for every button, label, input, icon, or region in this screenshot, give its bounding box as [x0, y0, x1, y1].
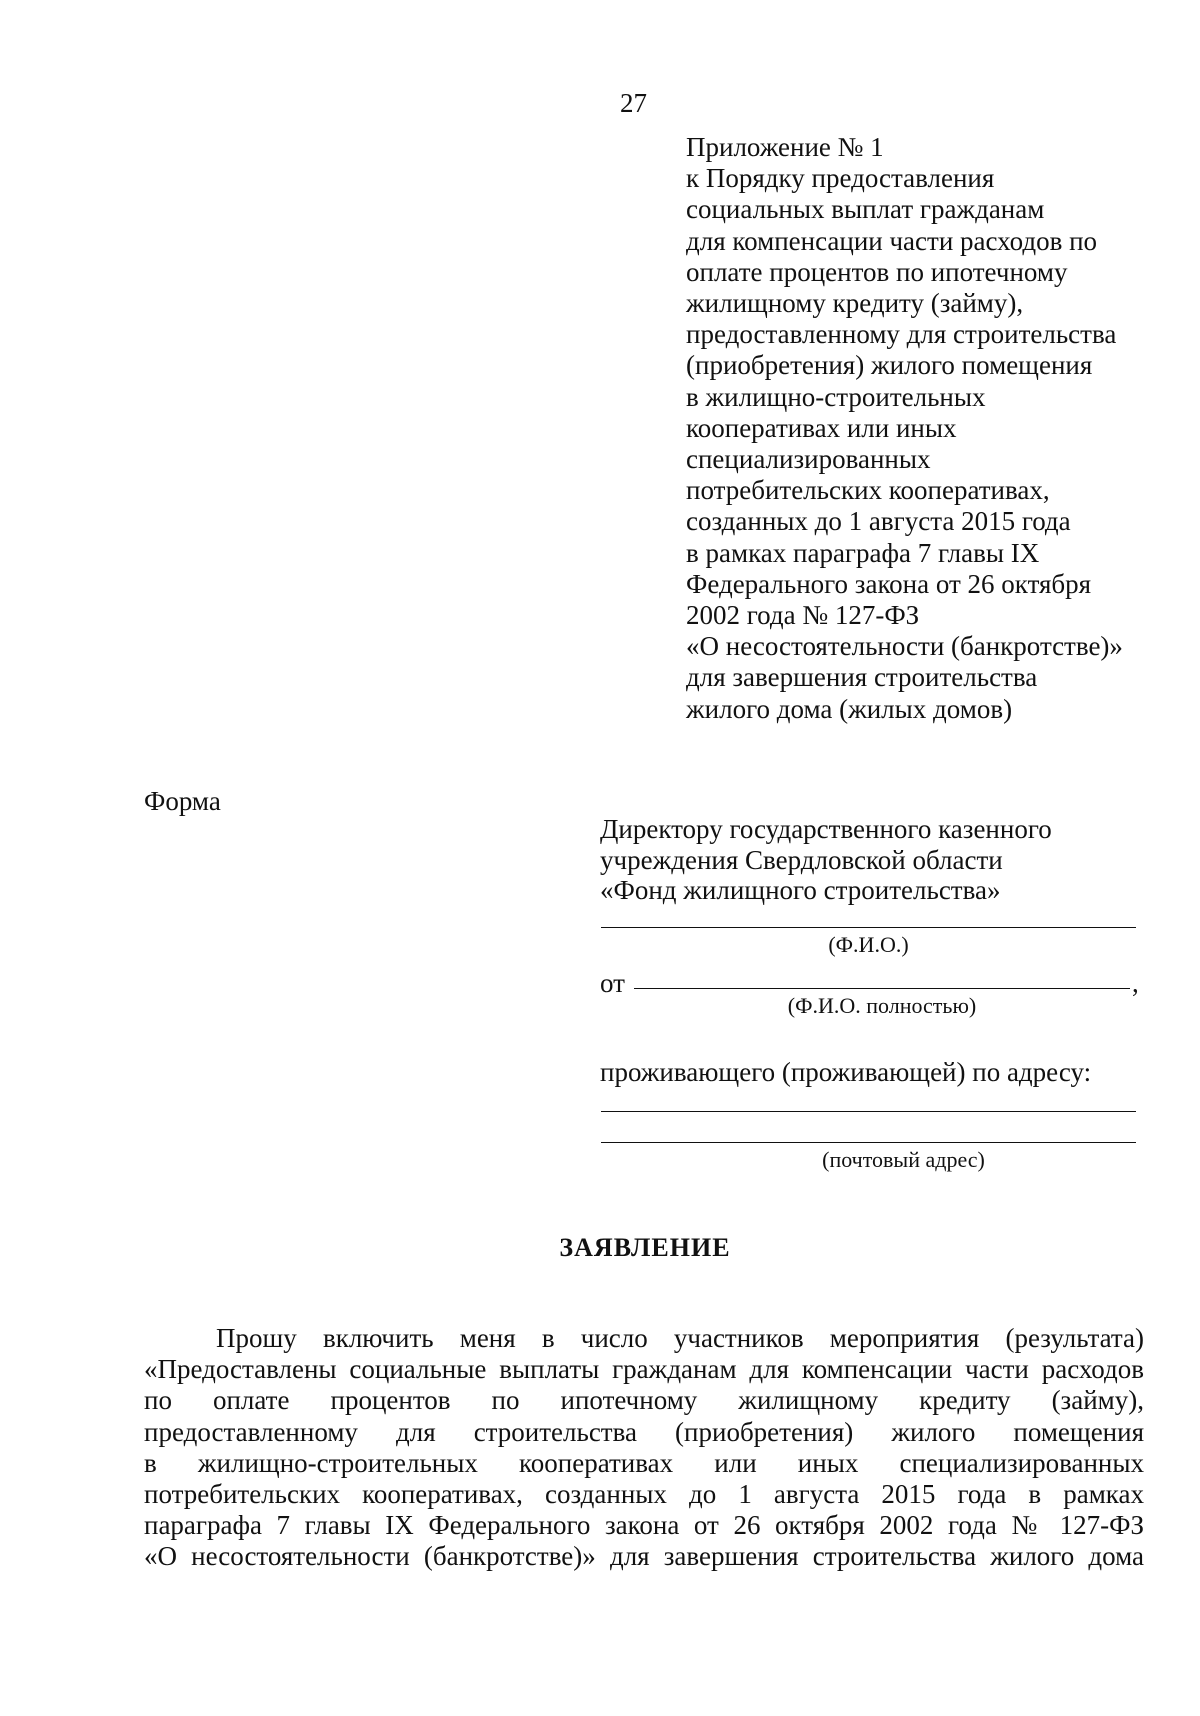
fio-caption: (Ф.И.О.) [828, 932, 909, 957]
addressee-line: Директору государственного казенного [600, 814, 1052, 844]
body-line: в жилищно-строительных кооперативах или иных специализированных [144, 1447, 1144, 1478]
address-line-1 [601, 1111, 1136, 1112]
body-line: предоставленному для строительства (приобретения) жилого помещения [144, 1416, 1144, 1447]
appendix-line: Приложение № 1 [686, 132, 884, 162]
appendix-line: потребительских кооперативах, [686, 475, 1050, 506]
body-line: по оплате процентов по ипотечному жилищному кредиту (займу), [144, 1385, 1144, 1416]
address-line-2 [601, 1142, 1136, 1143]
body-line: «Предоставлены социальные выплаты гражданам для компенсации части расходов [144, 1354, 1144, 1385]
appendix-line: оплате процентов по ипотечному [686, 256, 1068, 287]
addressee-line: учреждения Свердловской области [600, 844, 1003, 875]
appendix-line: жилищному кредиту (займу), [686, 288, 1024, 319]
appendix-line: «О несостоятельности (банкротстве)» [686, 631, 1123, 662]
appendix-line: созданных до 1 августа 2015 года [686, 506, 1071, 537]
appendix-line: 2002 года № 127-ФЗ [686, 600, 920, 631]
full-name-caption: (Ф.И.О. полностью) [787, 993, 977, 1018]
addressee-block [600, 814, 1140, 906]
director-name-line [601, 927, 1136, 928]
appendix-line: (приобретения) жилого помещения [686, 350, 1093, 381]
appendix-line: для завершения строительства [686, 662, 1038, 693]
application-body [144, 1323, 1144, 1573]
appendix-block [686, 132, 1166, 725]
applicant-name-line [634, 988, 1130, 989]
addressee-line: «Фонд жилищного строительства» [600, 875, 1001, 905]
body-line: Прошу включить меня в число участников мероприятия (результата) [216, 1323, 1144, 1353]
page-number: 27 [620, 88, 647, 118]
address-caption: (почтовый адрес) [822, 1147, 985, 1172]
appendix-line: в жилищно-строительных [686, 381, 986, 412]
appendix-line: для компенсации части расходов по [686, 225, 1098, 256]
body-line: параграфа 7 главы IX Федерального закона от 26 октября 2002 года № 127-ФЗ [144, 1510, 1144, 1541]
appendix-line: кооперативах или иных [686, 412, 957, 443]
appendix-line: социальных выплат гражданам [686, 194, 1045, 225]
form-label: Форма [144, 786, 221, 816]
appendix-line: предоставленному для строительства [686, 319, 1117, 350]
appendix-line: жилого дома (жилых домов) [686, 693, 1013, 724]
appendix-line: в рамках параграфа 7 главы IX [686, 537, 1040, 568]
body-line: потребительских кооперативах, созданных до 1 августа 2015 года в рамках [144, 1478, 1144, 1509]
appendix-line: специализированных [686, 444, 931, 475]
appendix-line: Федерального закона от 26 октября [686, 568, 1092, 599]
from-label: от [600, 968, 625, 998]
appendix-line: к Порядку предоставления [686, 163, 995, 194]
document-title: ЗАЯВЛЕНИЕ [559, 1233, 731, 1262]
body-line: «О несостоятельности (банкротстве)» для завершения строительства жилого дома [144, 1541, 1144, 1572]
from-comma: , [1132, 968, 1139, 998]
residing-label: проживающего (проживающей) по адресу: [600, 1057, 1092, 1087]
